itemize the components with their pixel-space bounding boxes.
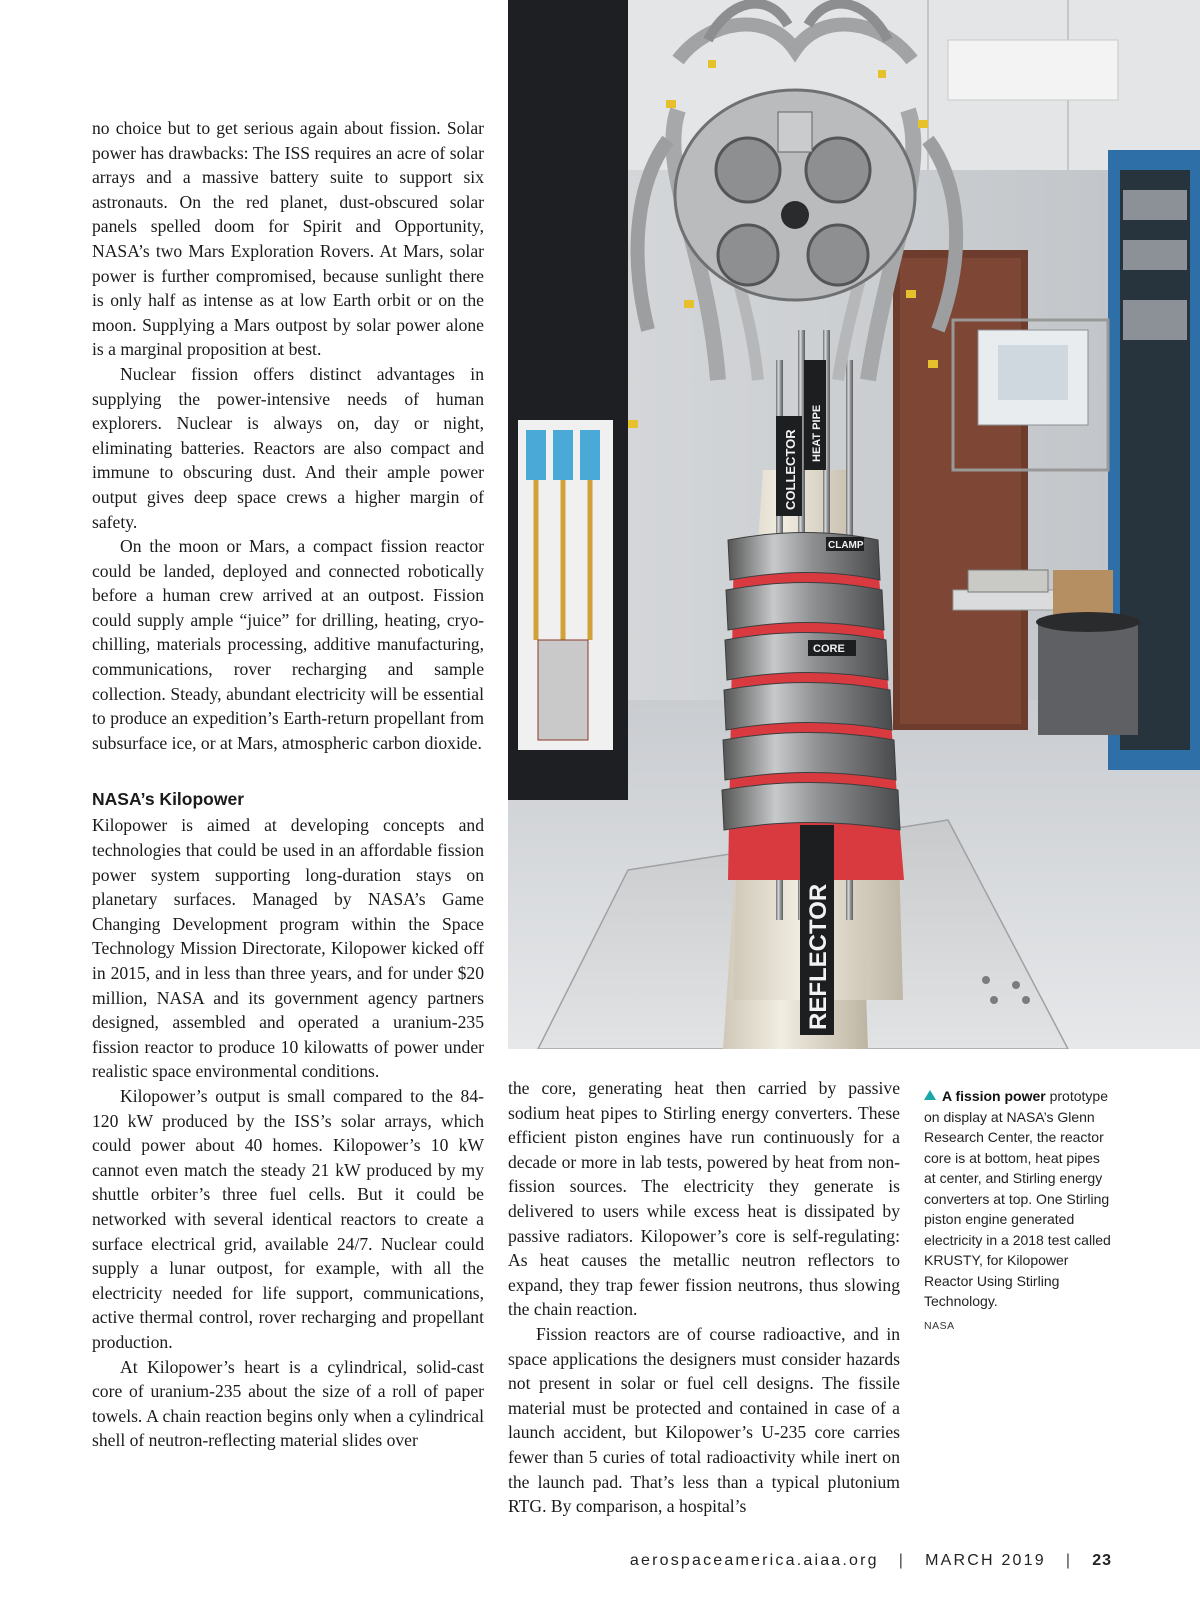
caption-triangle-icon: [924, 1090, 936, 1100]
body-paragraph: Fission reactors are of course radioactive, and in space applications the designers must consider hazards not present in solar or fuel cell designs. The fissile material must be protected and contained in case of a launch accident, but Kilopower’s U-235 core carries fewer than 5 curies of total radioactivity while inert on the launch pad. That’s less than a typical plutonium RTG. By comparison, a hospital’s: [508, 1323, 900, 1517]
section-heading: NASA’s Kilopower: [92, 789, 245, 810]
clamp-label: CLAMP: [828, 540, 864, 551]
body-paragraph: Nuclear fission offers distinct advantages in supplying the power-intensive needs of human explorers. Nuclear is always on, day or night, eliminating batteries. Reactors are also compact and immune to obscuring dust. And their ample power output gives deep space crews a higher margin of safety.: [92, 363, 484, 532]
footer-issue: MARCH 2019: [925, 1552, 1046, 1569]
reactor-photo: [508, 0, 1200, 1049]
photo-credit: NASA: [924, 1319, 955, 1332]
reflector-label: REFLECTOR: [805, 883, 832, 1030]
footer-divider: |: [898, 1552, 906, 1569]
body-paragraph: no choice but to get serious again about fission. Solar power has drawbacks: The ISS requires an acre of solar arrays and a massive battery suite to support six astronauts. On the red planet, dust-obscured solar panels spelled doom for Spirit and Opportunity, NASA’s two Mars Exploration Rovers. At Mars, solar power is further compromised, because sunlight there is only half as intense as at low Earth orbit or on the moon. Supplying a Mars outpost by solar power alone is a marginal proposition at best.: [92, 118, 484, 360]
body-paragraph: Kilopower’s output is small compared to the 84-120 kW produced by the ISS’s solar arrays, which could power about 40 homes. Kilopower’s 10 kW cannot even match the steady 21 kW produced by my shuttle orbiter’s three fuel cells. But it could be networked with several identical reactors to create a surface electrical grid, available 24/7. Nuclear could supply a lunar outpost, for example, with all the electricity needed for life support, communications, active thermal control, rover recharging and propellant production.: [92, 1085, 484, 1352]
footer-divider: |: [1065, 1552, 1073, 1569]
collector-label: COLLECTOR: [783, 429, 798, 510]
photo-caption: [924, 1086, 1114, 1336]
page-number: 23: [1092, 1552, 1112, 1569]
heat-pipe-label: HEAT PIPE: [811, 404, 823, 462]
core-label: CORE: [813, 643, 845, 655]
body-paragraph: At Kilopower’s heart is a cylindrical, solid-cast core of uranium-235 about the size of a roll of paper towels. A chain reaction begins only when a cylindrical shell of neutron-reflecting material slides over: [92, 1356, 484, 1451]
body-paragraph: Kilopower is aimed at developing concepts and technologies that could be used in an affordable fission power system supporting long-duration stays on planetary surfaces. Managed by NASA’s Game Changing Development program within the Space Technology Mission Directorate, Kilopower kicked off in 2015, and in less than three years, and for under $20 million, NASA and its government agency partners designed, assembled and operated a uranium-235 fission reactor to produce 10 kilowatts of power under realistic space environmental conditions.: [92, 815, 484, 1082]
footer-website: aerospaceamerica.aiaa.org: [629, 1552, 879, 1569]
middle-text-column: [508, 1076, 900, 1519]
caption-title: A fission power: [942, 1088, 1046, 1104]
caption-body: prototype on display at NASA’s Glenn Research Center, the reactor core is at bottom, heat pipes at center, and Stirling energy converters at top. One Stirling piston engine generated electricity in a 2018 test called KRUSTY, for Kilopower Reactor Using Stirling Technology.: [924, 1088, 1111, 1309]
left-text-column: [92, 116, 484, 1453]
body-paragraph: On the moon or Mars, a compact fission reactor could be landed, deployed and connected robotically before a human crew arrived at an outpost. Fission could supply ample “juice” for drilling, heating, cryo-chilling, materials processing, additive manufacturing, communications, rover recharging and sample collection. Steady, abundant electricity will be essential to produce an expedition’s Earth-return propellant from subsurface ice, or at Mars, atmospheric carbon dioxide.: [92, 536, 484, 753]
body-paragraph: the core, generating heat then carried by passive sodium heat pipes to Stirling energy converters. These efficient piston engines have run continuously for a decade or more in lab tests, powered by heat from non-fission sources. The electricity they generate is delivered to users while excess heat is dissipated by passive radiators. Kilopower’s core is self-regulating: As heat causes the metallic neutron reflectors to expand, they trap fewer fission neutrons, thus slowing the chain reaction.: [508, 1078, 900, 1320]
page-footer: [630, 1552, 1112, 1570]
